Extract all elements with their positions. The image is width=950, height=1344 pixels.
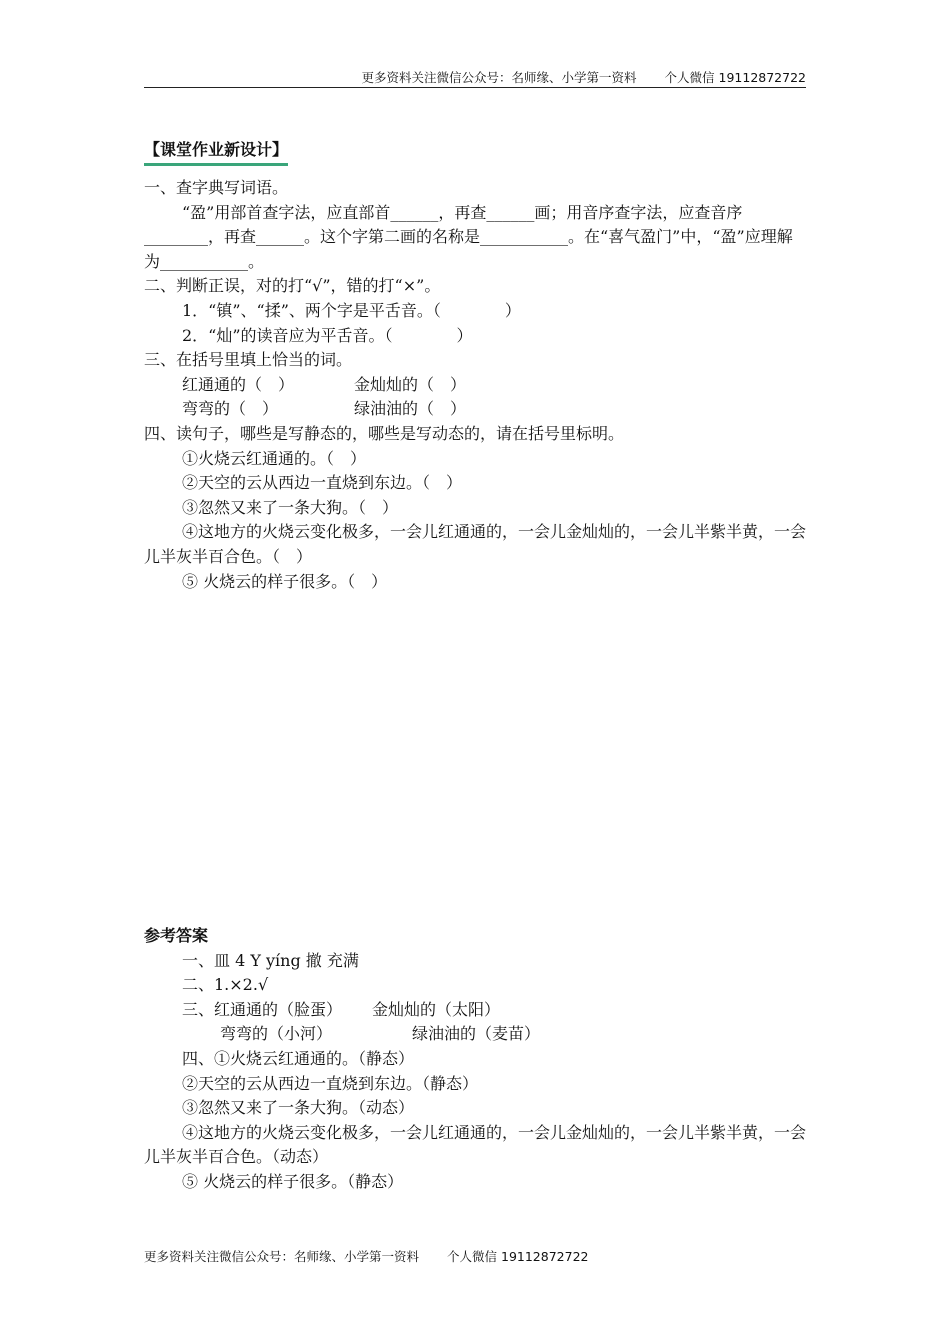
footer-source: 更多资料关注微信公众号：名师缘、小学第一资料 xyxy=(144,1249,420,1264)
answer-cell: 三、红通通的（脸蛋） xyxy=(182,999,343,1019)
q2-heading: 二、判断正误，对的打“√”，错的打“×”。 xyxy=(144,276,441,296)
q4-item: ②天空的云从西边一直烧到东边。（ ） xyxy=(182,473,463,493)
page-footer xyxy=(144,1247,588,1265)
q1-heading: 一、查字典写词语。 xyxy=(144,178,289,197)
answer-row xyxy=(144,998,806,1023)
q2-item: 2．“灿”的读音应为平舌音。（ ） xyxy=(182,325,473,345)
answer-line: ②天空的云从西边一直烧到东边。（静态） xyxy=(182,1073,479,1093)
answer-cell: 金灿灿的（太阳） xyxy=(372,999,501,1019)
answer-line: ④这地方的火烧云变化极多，一会儿红通通的，一会儿金灿灿的，一会儿半紫半黄，一会儿半灰半百合色。（动态） xyxy=(144,1122,807,1167)
q4-item: ④这地方的火烧云变化极多，一会儿红通通的，一会儿金灿灿的，一会儿半紫半黄，一会儿半灰半百合色。（ ） xyxy=(144,522,807,566)
header-rule xyxy=(144,87,806,88)
q3-row xyxy=(144,373,806,398)
q1-body: “盈”用部首查字法，应直部首______，再查______画；用音序查字法，应查音序________，再查______。这个字第二画的名称是___________。在“喜气盈门”中，“盈”应理解为___________。 xyxy=(144,202,793,271)
q3-blank: 金灿灿的（ ） xyxy=(354,374,467,394)
answer-row xyxy=(144,1022,806,1047)
answer-key xyxy=(144,924,806,1195)
q3-blank: 绿油油的（ ） xyxy=(354,399,467,419)
q3-blank: 红通通的（ ） xyxy=(182,374,295,394)
q4-heading: 四、读句子，哪些是写静态的，哪些是写动态的，请在括号里标明。 xyxy=(144,423,625,443)
answer-line: ⑤ 火烧云的样子很多。（静态） xyxy=(182,1171,404,1191)
q3-heading: 三、在括号里填上恰当的词。 xyxy=(144,350,353,370)
answer-line: 四、①火烧云红通通的。（静态） xyxy=(182,1048,415,1068)
answer-cell: 绿油油的（麦苗） xyxy=(412,1024,541,1044)
header-contact: 个人微信 19112872722 xyxy=(664,70,806,85)
page-header xyxy=(144,68,806,86)
answer-cell: 弯弯的（小河） xyxy=(220,1024,333,1044)
answer-title: 参考答案 xyxy=(144,926,209,945)
answer-line: 一、皿 4 Y yíng 撤 充满 xyxy=(182,950,359,970)
answer-line: 二、1.×2.√ xyxy=(182,975,269,995)
q3-blank: 弯弯的（ ） xyxy=(182,399,279,419)
q4-item: ⑤ 火烧云的样子很多。（ ） xyxy=(182,571,388,591)
answer-line: ③忽然又来了一条大狗。（动态） xyxy=(182,1098,415,1118)
footer-contact: 个人微信 19112872722 xyxy=(447,1249,589,1264)
q4-item: ③忽然又来了一条大狗。（ ） xyxy=(182,497,399,517)
section-title: 【课堂作业新设计】 xyxy=(144,138,288,166)
exercise-content xyxy=(144,176,806,594)
header-source: 更多资料关注微信公众号：名师缘、小学第一资料 xyxy=(361,70,637,85)
q3-row xyxy=(144,397,806,422)
q4-item: ①火烧云红通通的。（ ） xyxy=(182,448,367,468)
q2-item: 1．“镇”、“揉”、两个字是平舌音。（ ） xyxy=(182,300,521,320)
